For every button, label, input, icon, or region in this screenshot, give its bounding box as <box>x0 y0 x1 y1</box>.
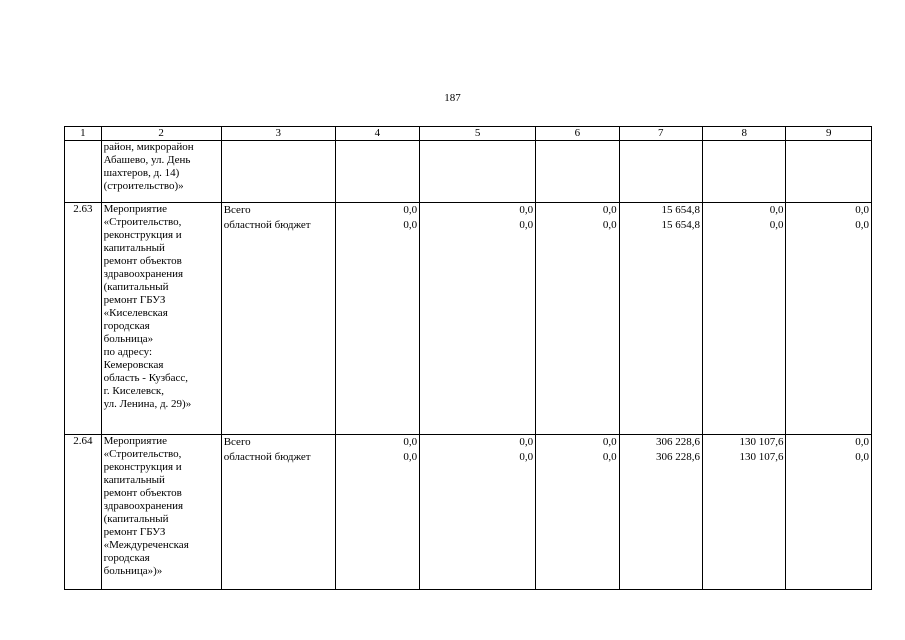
amount-value: 0,0 <box>769 219 784 231</box>
description-line: (капитальный <box>103 513 169 525</box>
amount-value: 130 107,6 <box>739 451 784 463</box>
amount-value: 0,0 <box>403 219 418 231</box>
value-cell <box>703 203 786 435</box>
value-cell <box>536 203 619 435</box>
amount-value: 130 107,6 <box>739 436 784 448</box>
amount-value: 0,0 <box>855 436 869 448</box>
measure-row <box>65 203 872 435</box>
empty-cell <box>335 141 419 203</box>
amount-value: 0,0 <box>769 204 784 216</box>
index-cell: 2.63 <box>65 203 102 435</box>
description-line: ремонт ГБУЗ <box>103 526 166 538</box>
description-line: капитальный <box>103 242 165 254</box>
measure-row <box>65 435 872 590</box>
amount-value: 0,0 <box>855 219 869 231</box>
amount-value: 0,0 <box>403 451 418 463</box>
description-line: Мероприятие <box>103 435 168 447</box>
description-line: г. Киселевск, <box>103 385 164 397</box>
description-line: «Строительство, <box>103 448 182 460</box>
description-cell <box>101 141 221 203</box>
description-line: реконструкция и <box>103 229 182 241</box>
description-line: здравоохранения <box>103 268 184 280</box>
column-number: 8 <box>703 127 786 141</box>
funding-source-label: областной бюджет <box>223 451 311 463</box>
index-cell <box>65 141 102 203</box>
description-line: ремонт ГБУЗ <box>103 294 166 306</box>
amount-value: 15 654,8 <box>661 204 700 216</box>
empty-cell <box>703 141 786 203</box>
description-line: по адресу: <box>103 346 153 358</box>
description-line: (капитальный <box>103 281 169 293</box>
value-cell <box>619 203 702 435</box>
amount-value: 0,0 <box>403 204 418 216</box>
value-cell <box>420 203 536 435</box>
value-cell <box>786 203 872 435</box>
column-number: 5 <box>420 127 536 141</box>
amount-value: 0,0 <box>855 204 869 216</box>
description-line: шахтеров, д. 14) <box>103 167 180 179</box>
amount-value: 0,0 <box>602 451 617 463</box>
page-number: 187 <box>444 92 461 104</box>
description-line: «Междуреченская <box>103 539 189 551</box>
value-cell <box>536 435 619 590</box>
value-cell <box>335 435 419 590</box>
column-number: 7 <box>619 127 702 141</box>
amount-value: 0,0 <box>519 451 534 463</box>
amount-value: 0,0 <box>403 436 418 448</box>
funding-source-label: областной бюджет <box>223 219 311 231</box>
description-line: область - Кузбасс, <box>103 372 189 384</box>
funding-source-label: Всего <box>223 204 251 216</box>
value-cell <box>786 435 872 590</box>
description-line: капитальный <box>103 474 165 486</box>
empty-cell <box>619 141 702 203</box>
description-line: ремонт объектов <box>103 255 182 267</box>
amount-value: 15 654,8 <box>661 219 700 231</box>
description-line: Абашево, ул. День <box>103 154 191 166</box>
value-cell <box>619 435 702 590</box>
amount-value: 0,0 <box>602 436 617 448</box>
continuation-row <box>65 141 872 203</box>
description-cell <box>101 203 221 435</box>
column-number-row <box>65 127 872 141</box>
column-number: 1 <box>65 127 102 141</box>
description-cell <box>101 435 221 590</box>
amount-value: 0,0 <box>519 219 534 231</box>
value-cell <box>335 203 419 435</box>
description-line: реконструкция и <box>103 461 182 473</box>
value-cell <box>703 435 786 590</box>
description-line: район, микрорайон <box>103 141 194 153</box>
amount-value: 306 228,6 <box>656 436 700 448</box>
value-cell <box>420 435 536 590</box>
column-number: 2 <box>101 127 221 141</box>
description-line: Мероприятие <box>103 203 168 215</box>
description-line: «Киселевская <box>103 307 168 319</box>
column-number: 4 <box>335 127 419 141</box>
amount-value: 0,0 <box>602 219 617 231</box>
description-line: ул. Ленина, д. 29)» <box>103 398 192 410</box>
description-line: «Строительство, <box>103 216 182 228</box>
description-line: (строительство)» <box>103 180 184 192</box>
description-line: здравоохранения <box>103 500 184 512</box>
empty-cell <box>536 141 619 203</box>
funding-source-label: Всего <box>223 436 251 448</box>
column-number: 9 <box>786 127 872 141</box>
description-line: больница» <box>103 333 154 345</box>
column-number: 3 <box>221 127 335 141</box>
description-line: Кемеровская <box>103 359 164 371</box>
amount-value: 0,0 <box>519 204 534 216</box>
funding-source-cell <box>221 435 335 590</box>
funding-source-cell <box>221 203 335 435</box>
empty-cell <box>786 141 872 203</box>
description-line: ремонт объектов <box>103 487 182 499</box>
budget-table <box>64 126 872 590</box>
amount-value: 0,0 <box>855 451 869 463</box>
amount-value: 306 228,6 <box>656 451 700 463</box>
empty-cell <box>221 141 335 203</box>
amount-value: 0,0 <box>519 436 534 448</box>
description-line: городская <box>103 552 150 564</box>
description-line: городская <box>103 320 150 332</box>
amount-value: 0,0 <box>602 204 617 216</box>
description-line: больница»)» <box>103 565 163 577</box>
empty-cell <box>420 141 536 203</box>
index-cell: 2.64 <box>65 435 102 590</box>
column-number: 6 <box>536 127 619 141</box>
